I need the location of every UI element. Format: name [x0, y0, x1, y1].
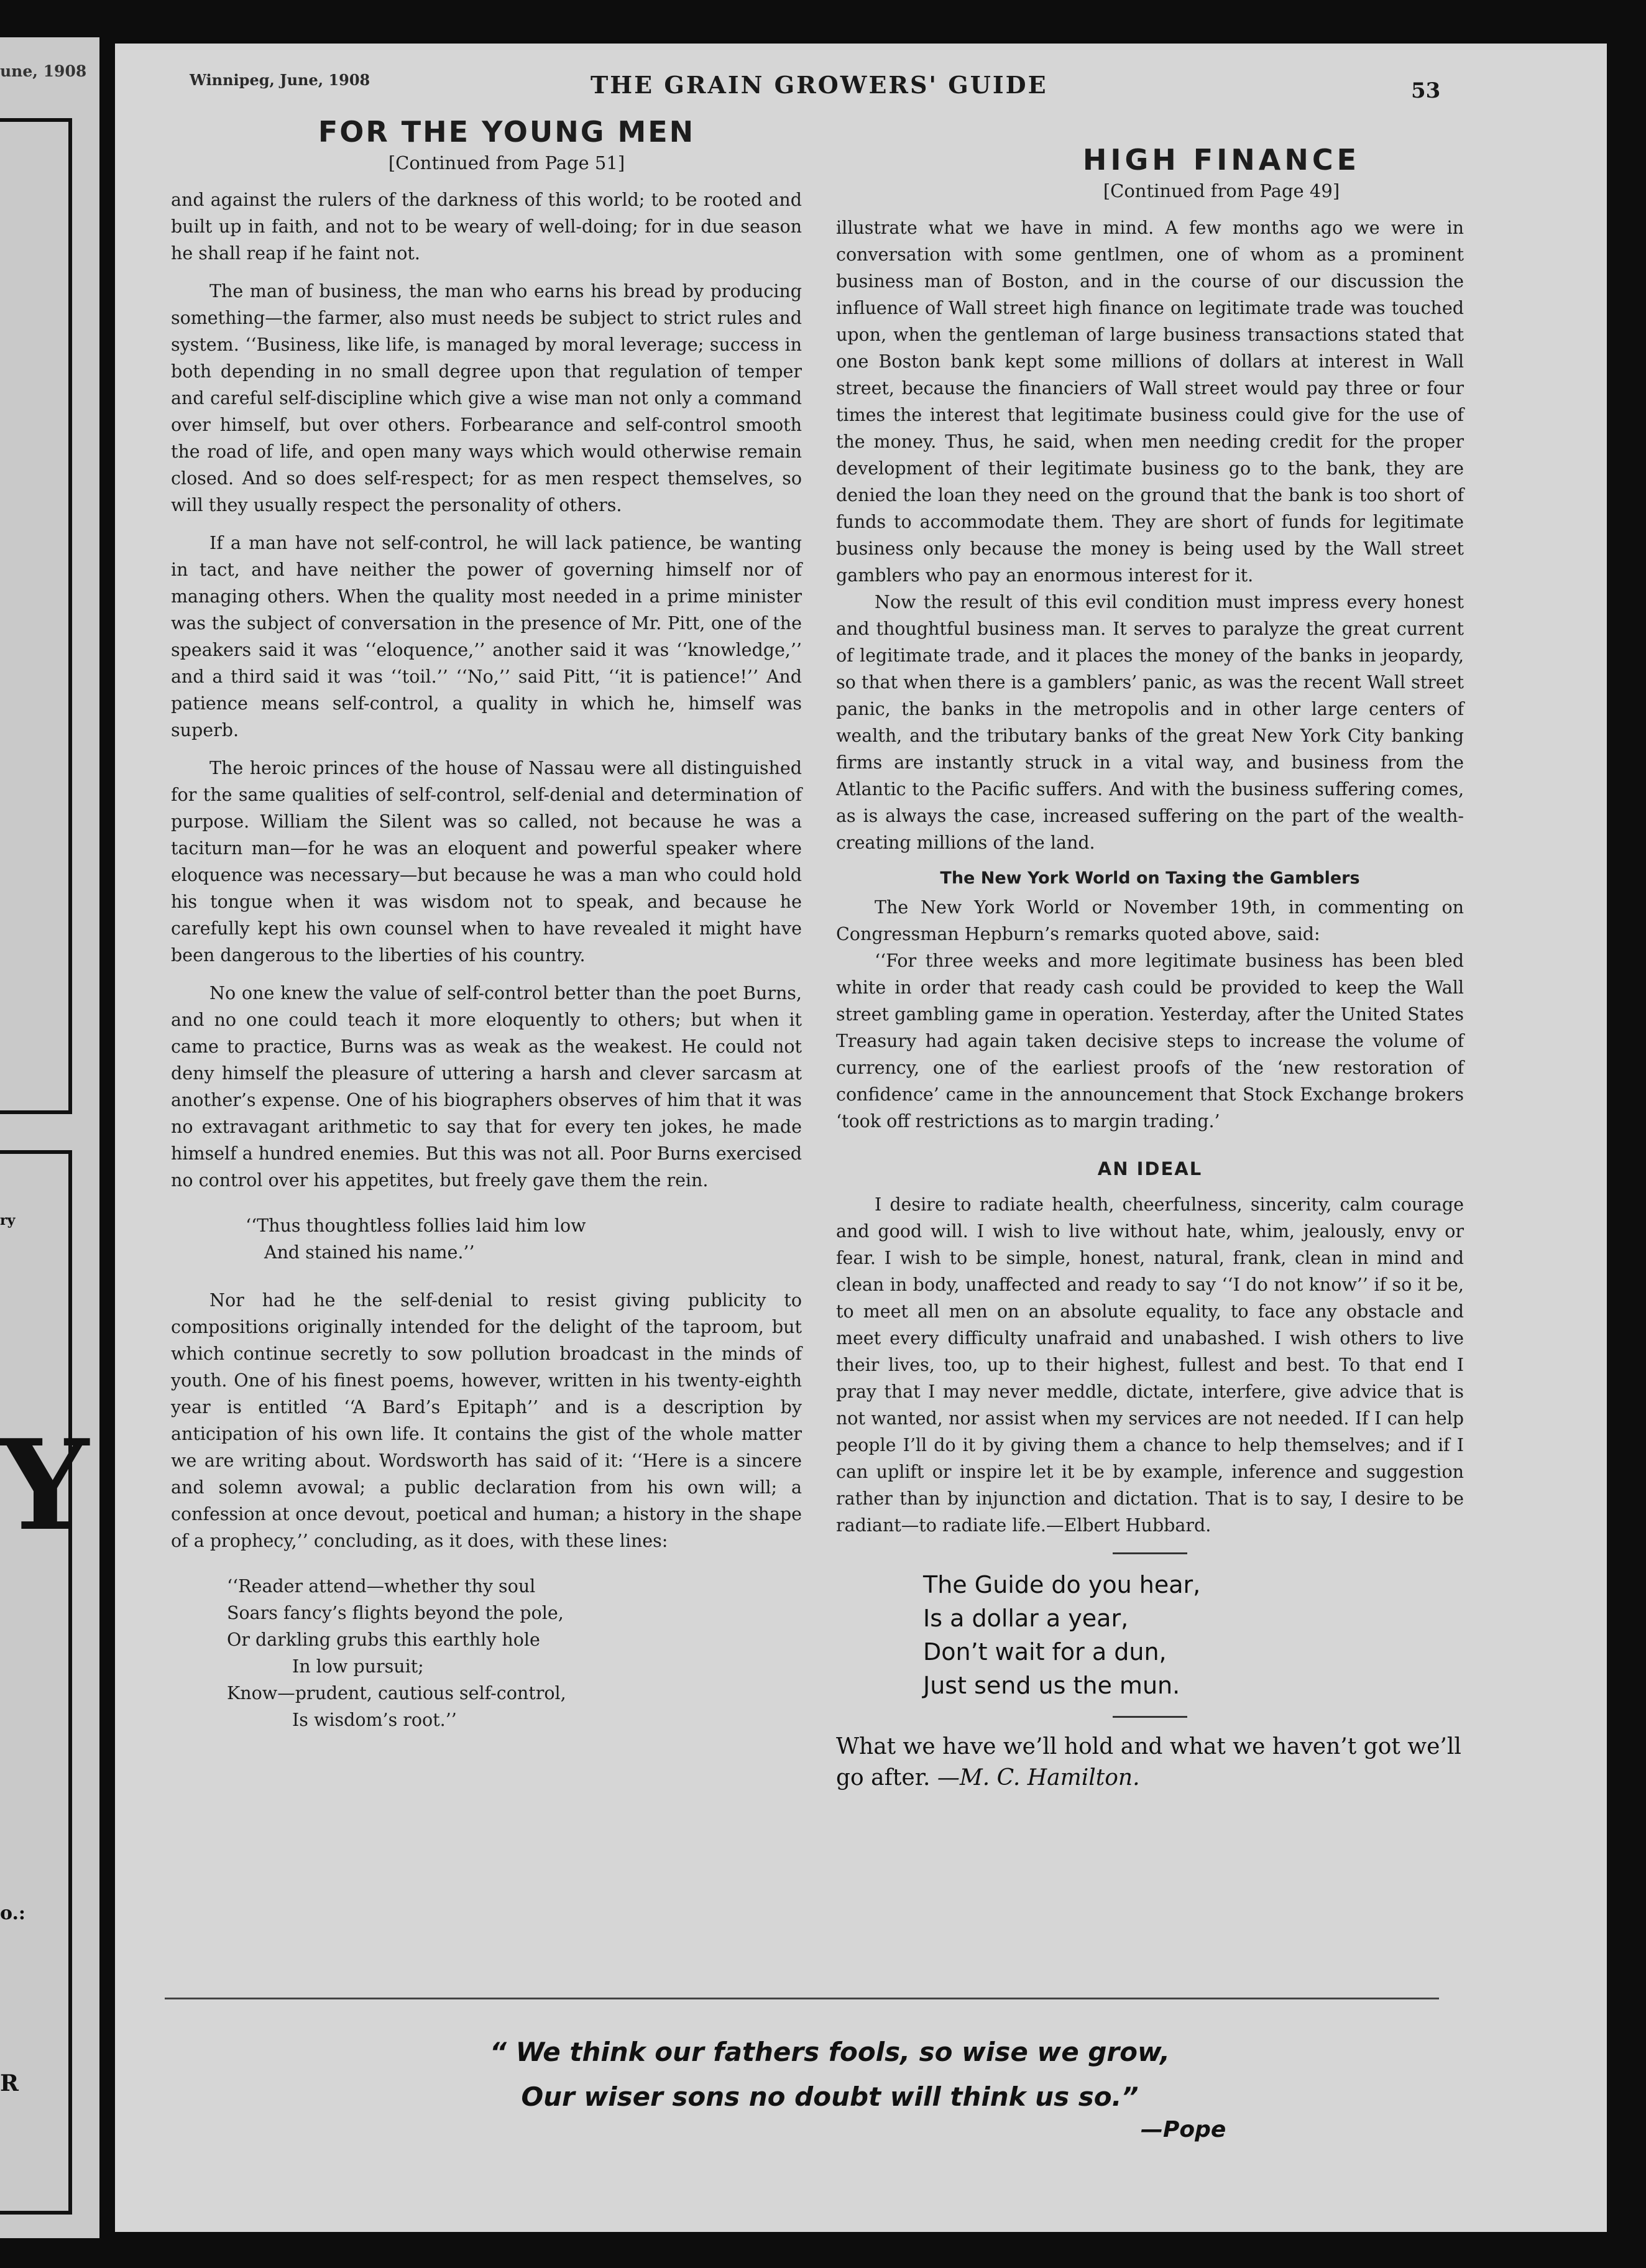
previous-page-fragment: o.:	[0, 1902, 26, 1924]
journal-title: THE GRAIN GROWERS' GUIDE	[591, 71, 1048, 99]
verse-line: In low pursuit;	[292, 1656, 424, 1677]
previous-page-edge	[0, 37, 99, 2238]
jingle-line: Don’t wait for a dun,	[923, 1638, 1167, 1666]
paragraph: ‘‘For three weeks and more legitimate business has been bled white in order that ready cash could be provided to keep the Wall street gambling game in operation. Yesterday, after the United States Treasury had again taken decisive steps to increase the volume of currency, one of the earliest proofs of the ‘new restoration of confidence’ came in the announcement that Stock Exchange brokers ‘took off restrictions as to margin trading.’	[836, 951, 1464, 1132]
quote-line: “ We think our fathers fools, so wise we grow,	[489, 2037, 1170, 2067]
verse-line: Know—prudent, cautious self-control,	[227, 1683, 566, 1703]
right-column	[836, 214, 1464, 1794]
paragraph: illustrate what we have in mind. A few months ago we were in conversation with some gentlmen, one of whom as a prominent business man of Boston, and in the course of our discussion the influence of Wall street high finance on legitimate trade was touched upon, when the gentleman of large business transactions stated that one Boston bank kept some millions of dollars at interest in Wall street, because the financiers of Wall street would pay three or four times the interest that legitimate business could give for the use of the money. Thus, he said, when men needing credit for the proper development of their legitimate business go to the bank, they are denied the loan they need on the ground that the bank is too short of funds to accommodate them. They are short of funds for legitimate business only because the money is being used by the Wall street gamblers who pay an enormous interest for it.	[836, 218, 1464, 586]
verse-line: ‘‘Reader attend—whether thy soul	[227, 1576, 536, 1597]
jingle-line: Just send us the mun.	[923, 1672, 1180, 1699]
verse-line: ‘‘Thus thoughtless follies laid him low	[246, 1215, 586, 1236]
paragraph: Now the result of this evil condition must impress every honest and thoughtful business man. It serves to paralyze the great current of legitimate trade, and it places the money of the banks in jeopardy, so that when there is a gamblers’ panic, as was the recent Wall street panic, the banks in the metropolis and in other large centers of wealth, and the tributary banks of the great New York City banking firms are instantly struck in a vital way, and business from the Atlantic to the Pacific suffers. And with the business suffering comes, as is always the case, increased suffering on the part of the wealth-creating millions of the land.	[836, 592, 1464, 853]
divider	[1113, 1552, 1187, 1554]
article-title-young-men: FOR THE YOUNG MEN	[318, 115, 696, 149]
divider	[1113, 1716, 1187, 1718]
verse-line: And stained his name.’’	[264, 1242, 475, 1263]
verse-poem	[227, 1573, 802, 1733]
article-title-high-finance: HIGH FINANCE	[1082, 143, 1361, 177]
subscription-jingle	[923, 1568, 1464, 1702]
paragraph: If a man have not self-control, he will lack patience, be wanting in tact, and have neither the power of governing himself nor of managing others. When the quality most needed in a prime minister was the subject of conversation in the presence of Mr. Pitt, one of the speakers said it was ‘‘eloquence,’’ another said it was ‘‘knowledge,’’ and a third said it was ‘‘toil.’’ ‘‘No,’’ said Pitt, ‘‘it is patience!’’ And patience means self-control, a quality in which he, himself was superb.	[171, 533, 802, 740]
previous-page-fragment: Y	[0, 1413, 89, 1559]
paragraph: The New York World or November 19th, in commenting on Congressman Hepburn’s remarks quoted above, said:	[836, 897, 1464, 944]
quote-line: Our wiser sons no doubt will think us so.”	[521, 2081, 1139, 2112]
verse-line: Or darkling grubs this earthly hole	[227, 1630, 540, 1650]
paragraph: I desire to radiate health, cheerfulness, sincerity, calm courage and good will. I wish to live without hate, whim, jealously, envy or fear. I wish to be simple, honest, natural, frank, clean in mind and clean in body, unaffected and ready to say ‘‘I do not know’’ if so it be, to meet all men on an absolute equality, to face any obstacle and meet every difficulty unafraid and unabashed. I wish others to live their lives, too, up to their highest, fullest and best. To that end I pray that I may never meddle, dictate, interfere, give advice that is not wanted, nor assist when my services are not needed. If I can help people I’ll do it by giving them a chance to help themselves; and if I can uplift or inspire let it be by example, inference and suggestion rather than by injunction and dictation. That is to say, I desire to be radiant—to radiate life.—Elbert Hubbard.	[836, 1194, 1464, 1536]
previous-page-fragment: R	[0, 2070, 19, 2096]
hamilton-quote	[836, 1731, 1464, 1794]
jingle-line: Is a dollar a year,	[923, 1605, 1129, 1632]
page-number: 53	[1411, 78, 1441, 103]
jingle-line: The Guide do you hear,	[923, 1571, 1201, 1598]
newspaper-page	[115, 44, 1607, 2232]
left-column	[171, 187, 802, 1733]
previous-page-fragment: ry	[0, 1212, 16, 1228]
verse-line: Is wisdom’s root.’’	[292, 1710, 457, 1730]
hamilton-quote-text: What we have we’ll hold and what we haven’t got we’ll go after.	[836, 1734, 1461, 1791]
paragraph: No one knew the value of self-control better than the poet Burns, and no one could teach it more eloquently to others; but when it came to practice, Burns was as weak as the weakest. He could not deny himself the pleasure of uttering a harsh and clever sarcasm at another’s expense. One of his biographers observes of him that it was no extravagant arithmetic to say that for every ten jokes, he made himself a hundred enemies. But this was not all. Poor Burns exercised no control over his appetites, but freely gave them the rein.	[171, 983, 802, 1191]
bottom-quote	[364, 2030, 1296, 2119]
quote-attribution: —Pope	[1141, 2117, 1226, 2142]
previous-page-date: une, 1908	[0, 62, 87, 80]
paragraph: The heroic princes of the house of Nassau were all distinguished for the same qualities of self-control, self-denial and determination of purpose. William the Silent was so called, not because he was a taciturn man—for he was an eloquent and powerful speaker where eloquence was necessary—but because he was a man who could hold his tongue when it was wisdom not to speak, and because he carefully kept his own counsel when to have revealed it might have been dangerous to the liberties of his country.	[171, 758, 802, 966]
previous-page-box-top	[0, 118, 72, 1114]
continued-note-young-men: [Continued from Page 51]	[388, 152, 625, 173]
paragraph: and against the rulers of the darkness of this world; to be rooted and built up in faith, and not to be weary of well-doing; for in due season he shall reap if he faint not.	[171, 190, 802, 264]
subheading-an-ideal: AN IDEAL	[1097, 1158, 1203, 1179]
previous-page-box-bottom	[0, 1150, 72, 2215]
header-date: Winnipeg, June, 1908	[190, 71, 370, 89]
continued-note-high-finance: [Continued from Page 49]	[1103, 180, 1340, 201]
hamilton-signature: —M. C. Hamilton.	[937, 1765, 1140, 1791]
paragraph: The man of business, the man who earns his bread by producing something—the farmer, also must needs be subject to strict rules and system. ‘‘Business, like life, is managed by moral leverage; success in both depending in no small degree upon that regulation of temper and careful self-discipline which give a wise man not only a command over himself, but over others. Forbearance and self-control smooth the road of life, and open many ways which would otherwise remain closed. And so does self-respect; for as men respect themselves, so will they usually respect the personality of others.	[171, 281, 802, 515]
subheading-new-york-world: The New York World on Taxing the Gamblers	[940, 869, 1360, 888]
verse-quote	[246, 1212, 802, 1266]
paragraph: Nor had he the self-denial to resist giving publicity to compositions originally intended for the delight of the taproom, but which continue secretly to sow pollution broadcast in the minds of youth. One of his finest poems, however, written in his twenty-eighth year is entitled ‘‘A Bard’s Epitaph’’ and is a description by anticipation of his own life. It contains the gist of the whole matter we are writing about. Wordsworth has said of it: ‘‘Here is a sincere and solemn avowal; a public declaration from his own will; a confession at once devout, poetical and human; a history in the shape of a prophecy,’’ concluding, as it does, with these lines:	[171, 1290, 802, 1551]
verse-line: Soars fancy’s flights beyond the pole,	[227, 1603, 564, 1623]
bottom-divider	[165, 1998, 1439, 1999]
